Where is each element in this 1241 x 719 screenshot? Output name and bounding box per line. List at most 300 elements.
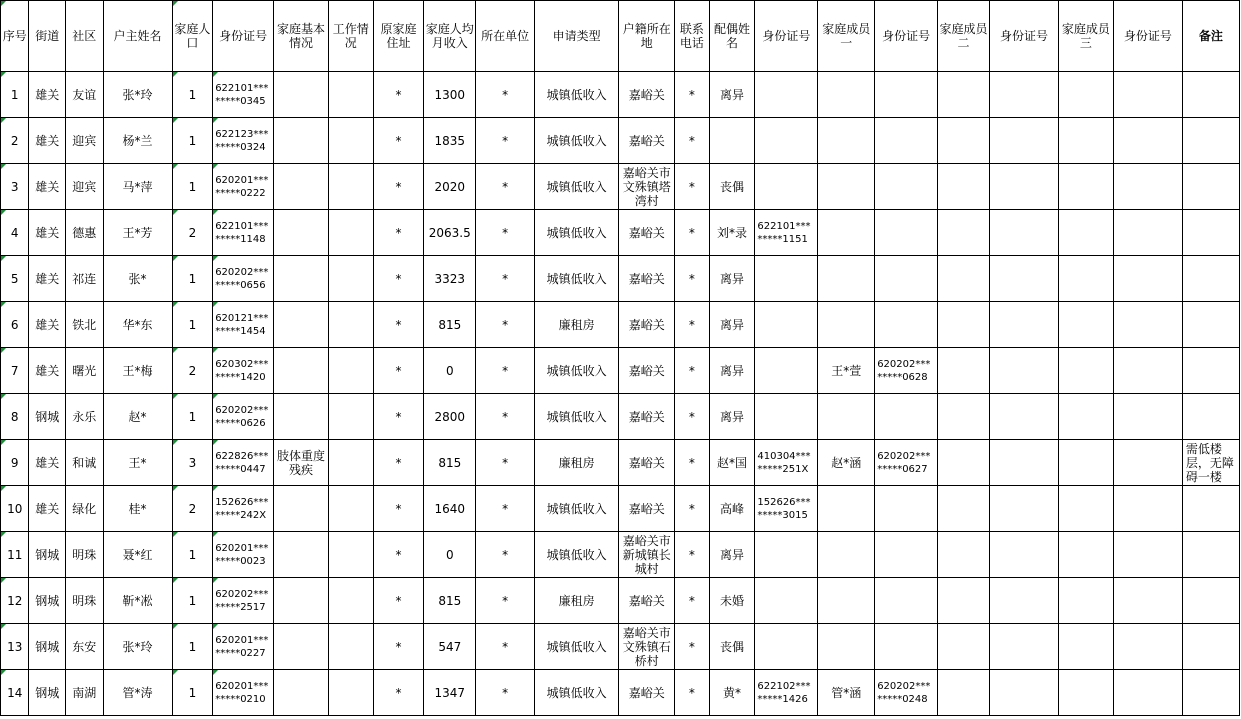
column-header[interactable]: 家庭成员一 <box>818 1 875 72</box>
table-cell[interactable] <box>818 256 875 302</box>
table-cell[interactable]: 张* <box>103 256 172 302</box>
table-cell[interactable] <box>875 394 938 440</box>
table-cell[interactable]: * <box>476 486 535 532</box>
table-cell[interactable] <box>274 532 329 578</box>
table-cell[interactable]: 雄关 <box>29 256 66 302</box>
table-cell[interactable]: 5 <box>1 256 29 302</box>
table-cell[interactable] <box>328 348 373 394</box>
table-cell[interactable]: 620302*** *****1420 <box>213 348 274 394</box>
table-cell[interactable]: * <box>476 210 535 256</box>
table-cell[interactable] <box>328 670 373 716</box>
table-cell[interactable] <box>938 440 990 486</box>
table-cell[interactable] <box>274 164 329 210</box>
table-cell[interactable] <box>1113 348 1182 394</box>
table-cell[interactable]: 雄关 <box>29 164 66 210</box>
table-cell[interactable]: 3323 <box>424 256 476 302</box>
column-header[interactable]: 身份证号 <box>1113 1 1182 72</box>
table-cell[interactable] <box>328 256 373 302</box>
table-cell[interactable]: 迎宾 <box>65 164 103 210</box>
table-cell[interactable]: 14 <box>1 670 29 716</box>
table-cell[interactable]: 2 <box>172 210 213 256</box>
table-cell[interactable]: 桂* <box>103 486 172 532</box>
column-header[interactable]: 户籍所在地 <box>619 1 675 72</box>
table-cell[interactable] <box>938 164 990 210</box>
table-cell[interactable] <box>1182 256 1239 302</box>
table-cell[interactable]: 雄关 <box>29 486 66 532</box>
table-cell[interactable] <box>875 302 938 348</box>
table-cell[interactable] <box>938 72 990 118</box>
table-cell[interactable] <box>755 256 818 302</box>
table-cell[interactable] <box>1058 348 1113 394</box>
table-cell[interactable]: 嘉峪关市文殊镇石桥村 <box>619 624 675 670</box>
table-cell[interactable] <box>875 532 938 578</box>
table-cell[interactable]: 1 <box>172 256 213 302</box>
table-cell[interactable]: 620201*** *****0222 <box>213 164 274 210</box>
table-cell[interactable] <box>755 302 818 348</box>
table-cell[interactable]: 城镇低收入 <box>535 486 619 532</box>
table-cell[interactable]: * <box>675 164 710 210</box>
table-cell[interactable]: * <box>675 440 710 486</box>
table-cell[interactable]: 永乐 <box>65 394 103 440</box>
table-cell[interactable] <box>755 118 818 164</box>
table-cell[interactable] <box>328 210 373 256</box>
table-cell[interactable] <box>1113 302 1182 348</box>
table-cell[interactable] <box>328 394 373 440</box>
table-cell[interactable]: 离异 <box>709 72 755 118</box>
column-header[interactable]: 街道 <box>29 1 66 72</box>
table-cell[interactable]: * <box>476 348 535 394</box>
table-cell[interactable] <box>989 164 1058 210</box>
table-cell[interactable]: * <box>373 486 424 532</box>
table-cell[interactable] <box>274 302 329 348</box>
table-cell[interactable]: 城镇低收入 <box>535 532 619 578</box>
table-cell[interactable] <box>709 118 755 164</box>
table-cell[interactable] <box>1182 670 1239 716</box>
table-cell[interactable] <box>875 72 938 118</box>
table-cell[interactable]: * <box>373 256 424 302</box>
table-cell[interactable] <box>1058 670 1113 716</box>
table-cell[interactable]: 东安 <box>65 624 103 670</box>
table-cell[interactable] <box>875 578 938 624</box>
table-cell[interactable] <box>755 624 818 670</box>
table-cell[interactable] <box>1113 394 1182 440</box>
table-cell[interactable]: 赵*涵 <box>818 440 875 486</box>
table-cell[interactable] <box>755 578 818 624</box>
column-header[interactable]: 备注 <box>1182 1 1239 72</box>
table-cell[interactable]: 钢城 <box>29 578 66 624</box>
table-cell[interactable]: 绿化 <box>65 486 103 532</box>
table-cell[interactable]: 廉租房 <box>535 302 619 348</box>
table-cell[interactable]: 雄关 <box>29 72 66 118</box>
table-cell[interactable] <box>875 486 938 532</box>
table-cell[interactable]: 2 <box>172 348 213 394</box>
table-cell[interactable] <box>328 532 373 578</box>
table-cell[interactable]: 7 <box>1 348 29 394</box>
table-cell[interactable] <box>938 578 990 624</box>
table-cell[interactable]: 622101*** *****0345 <box>213 72 274 118</box>
table-cell[interactable]: 620202*** *****0248 <box>875 670 938 716</box>
table-cell[interactable]: 10 <box>1 486 29 532</box>
column-header[interactable]: 申请类型 <box>535 1 619 72</box>
table-cell[interactable]: * <box>373 302 424 348</box>
table-cell[interactable]: 赵*国 <box>709 440 755 486</box>
table-cell[interactable] <box>1113 670 1182 716</box>
table-cell[interactable] <box>274 256 329 302</box>
table-cell[interactable] <box>1058 302 1113 348</box>
table-cell[interactable]: 王* <box>103 440 172 486</box>
table-cell[interactable]: * <box>675 670 710 716</box>
table-cell[interactable] <box>274 210 329 256</box>
table-cell[interactable]: 815 <box>424 302 476 348</box>
table-cell[interactable]: 靳*凇 <box>103 578 172 624</box>
table-cell[interactable]: * <box>373 624 424 670</box>
table-cell[interactable] <box>1182 394 1239 440</box>
column-header[interactable]: 身份证号 <box>989 1 1058 72</box>
table-cell[interactable] <box>818 486 875 532</box>
table-cell[interactable]: 1 <box>172 394 213 440</box>
table-cell[interactable]: 刘*录 <box>709 210 755 256</box>
table-cell[interactable]: 钢城 <box>29 394 66 440</box>
table-cell[interactable]: * <box>675 72 710 118</box>
table-cell[interactable] <box>1182 532 1239 578</box>
table-cell[interactable]: * <box>476 256 535 302</box>
table-cell[interactable]: 3 <box>172 440 213 486</box>
table-cell[interactable] <box>818 118 875 164</box>
table-cell[interactable] <box>989 210 1058 256</box>
table-cell[interactable]: 嘉峪关 <box>619 486 675 532</box>
table-cell[interactable]: * <box>675 302 710 348</box>
table-cell[interactable]: * <box>373 348 424 394</box>
table-cell[interactable]: * <box>476 164 535 210</box>
table-cell[interactable]: 雄关 <box>29 440 66 486</box>
table-cell[interactable]: 南湖 <box>65 670 103 716</box>
table-cell[interactable] <box>938 348 990 394</box>
table-cell[interactable]: 铁北 <box>65 302 103 348</box>
table-cell[interactable]: 张*玲 <box>103 624 172 670</box>
table-cell[interactable]: 622123*** *****0324 <box>213 118 274 164</box>
column-header[interactable]: 身份证号 <box>213 1 274 72</box>
table-cell[interactable] <box>989 72 1058 118</box>
table-cell[interactable]: 离异 <box>709 394 755 440</box>
table-cell[interactable]: 11 <box>1 532 29 578</box>
table-cell[interactable] <box>1113 164 1182 210</box>
table-cell[interactable]: 嘉峪关市新城镇长城村 <box>619 532 675 578</box>
table-cell[interactable] <box>1113 486 1182 532</box>
table-cell[interactable] <box>818 532 875 578</box>
table-cell[interactable]: 0 <box>424 348 476 394</box>
table-cell[interactable] <box>274 578 329 624</box>
table-cell[interactable]: 620202*** *****0627 <box>875 440 938 486</box>
table-cell[interactable]: * <box>373 118 424 164</box>
table-cell[interactable]: 城镇低收入 <box>535 210 619 256</box>
table-cell[interactable]: 1 <box>172 578 213 624</box>
table-cell[interactable]: * <box>373 670 424 716</box>
table-cell[interactable]: 6 <box>1 302 29 348</box>
table-cell[interactable] <box>818 302 875 348</box>
table-cell[interactable]: 祁连 <box>65 256 103 302</box>
column-header[interactable]: 原家庭住址 <box>373 1 424 72</box>
table-cell[interactable]: 嘉峪关 <box>619 394 675 440</box>
table-cell[interactable] <box>1182 578 1239 624</box>
column-header[interactable]: 家庭成员二 <box>938 1 990 72</box>
table-cell[interactable] <box>755 532 818 578</box>
table-cell[interactable]: 管*涛 <box>103 670 172 716</box>
table-cell[interactable] <box>989 394 1058 440</box>
table-cell[interactable]: 嘉峪关 <box>619 670 675 716</box>
table-cell[interactable] <box>1058 624 1113 670</box>
table-cell[interactable] <box>938 118 990 164</box>
table-cell[interactable]: 815 <box>424 578 476 624</box>
table-cell[interactable]: * <box>476 302 535 348</box>
table-cell[interactable] <box>274 670 329 716</box>
table-cell[interactable] <box>938 210 990 256</box>
table-cell[interactable]: * <box>675 118 710 164</box>
table-cell[interactable] <box>875 118 938 164</box>
table-cell[interactable]: 1 <box>172 164 213 210</box>
table-cell[interactable]: * <box>373 532 424 578</box>
table-cell[interactable] <box>1182 210 1239 256</box>
table-cell[interactable] <box>328 72 373 118</box>
table-cell[interactable]: * <box>476 72 535 118</box>
table-cell[interactable]: * <box>373 210 424 256</box>
table-cell[interactable] <box>755 164 818 210</box>
table-cell[interactable] <box>938 394 990 440</box>
table-cell[interactable] <box>1182 348 1239 394</box>
table-cell[interactable]: 1 <box>1 72 29 118</box>
table-cell[interactable]: 离异 <box>709 302 755 348</box>
table-cell[interactable]: 1300 <box>424 72 476 118</box>
table-cell[interactable]: 622101*** *****1148 <box>213 210 274 256</box>
table-cell[interactable] <box>938 624 990 670</box>
table-cell[interactable] <box>989 256 1058 302</box>
table-cell[interactable]: * <box>373 440 424 486</box>
table-cell[interactable] <box>328 440 373 486</box>
column-header[interactable]: 工作情况 <box>328 1 373 72</box>
table-cell[interactable] <box>1058 210 1113 256</box>
table-cell[interactable] <box>938 302 990 348</box>
table-cell[interactable]: 9 <box>1 440 29 486</box>
column-header[interactable]: 所在单位 <box>476 1 535 72</box>
table-cell[interactable] <box>1113 624 1182 670</box>
table-cell[interactable] <box>328 118 373 164</box>
table-cell[interactable] <box>1113 210 1182 256</box>
table-cell[interactable] <box>1182 164 1239 210</box>
column-header[interactable]: 家庭基本情况 <box>274 1 329 72</box>
table-cell[interactable] <box>989 118 1058 164</box>
table-cell[interactable]: 明珠 <box>65 532 103 578</box>
table-cell[interactable] <box>818 394 875 440</box>
table-cell[interactable] <box>989 578 1058 624</box>
table-cell[interactable]: * <box>675 256 710 302</box>
table-cell[interactable]: 王*梅 <box>103 348 172 394</box>
column-header[interactable]: 联系电话 <box>675 1 710 72</box>
table-cell[interactable]: 620201*** *****0210 <box>213 670 274 716</box>
table-cell[interactable]: 嘉峪关 <box>619 578 675 624</box>
table-cell[interactable]: 1347 <box>424 670 476 716</box>
table-cell[interactable]: 城镇低收入 <box>535 394 619 440</box>
table-cell[interactable]: * <box>675 486 710 532</box>
table-cell[interactable]: 620202*** *****0656 <box>213 256 274 302</box>
table-cell[interactable]: * <box>675 394 710 440</box>
table-cell[interactable] <box>274 118 329 164</box>
table-cell[interactable]: 城镇低收入 <box>535 72 619 118</box>
table-cell[interactable]: 622102*** *****1426 <box>755 670 818 716</box>
column-header[interactable]: 身份证号 <box>875 1 938 72</box>
table-cell[interactable]: * <box>675 532 710 578</box>
table-cell[interactable]: 1640 <box>424 486 476 532</box>
table-cell[interactable]: * <box>476 670 535 716</box>
table-cell[interactable]: 王*萱 <box>818 348 875 394</box>
table-cell[interactable] <box>755 72 818 118</box>
column-header[interactable]: 户主姓名 <box>103 1 172 72</box>
table-cell[interactable]: 410304*** *****251X <box>755 440 818 486</box>
table-cell[interactable]: 1 <box>172 624 213 670</box>
table-cell[interactable]: 聂*红 <box>103 532 172 578</box>
table-cell[interactable] <box>328 164 373 210</box>
table-cell[interactable]: 肢体重度残疾 <box>274 440 329 486</box>
table-cell[interactable] <box>274 72 329 118</box>
table-cell[interactable]: 丧偶 <box>709 164 755 210</box>
table-cell[interactable]: * <box>476 440 535 486</box>
table-cell[interactable]: 547 <box>424 624 476 670</box>
table-cell[interactable]: 1 <box>172 670 213 716</box>
table-cell[interactable]: 1 <box>172 72 213 118</box>
table-cell[interactable] <box>1058 394 1113 440</box>
table-cell[interactable]: 离异 <box>709 532 755 578</box>
table-cell[interactable]: * <box>476 118 535 164</box>
table-cell[interactable] <box>989 302 1058 348</box>
table-cell[interactable]: 离异 <box>709 256 755 302</box>
table-cell[interactable]: 2020 <box>424 164 476 210</box>
table-cell[interactable] <box>1182 624 1239 670</box>
table-cell[interactable]: 马*萍 <box>103 164 172 210</box>
table-cell[interactable]: 华*东 <box>103 302 172 348</box>
table-cell[interactable]: 622101*** *****1151 <box>755 210 818 256</box>
table-cell[interactable] <box>989 670 1058 716</box>
table-cell[interactable] <box>989 624 1058 670</box>
table-cell[interactable] <box>1058 72 1113 118</box>
table-cell[interactable] <box>875 164 938 210</box>
table-cell[interactable] <box>818 164 875 210</box>
table-cell[interactable]: 城镇低收入 <box>535 164 619 210</box>
table-cell[interactable] <box>328 578 373 624</box>
table-cell[interactable] <box>755 394 818 440</box>
table-cell[interactable]: 0 <box>424 532 476 578</box>
table-cell[interactable]: 和诚 <box>65 440 103 486</box>
table-cell[interactable]: 王*芳 <box>103 210 172 256</box>
table-cell[interactable] <box>938 670 990 716</box>
table-cell[interactable]: * <box>675 348 710 394</box>
table-cell[interactable]: 高峰 <box>709 486 755 532</box>
table-cell[interactable]: 2 <box>1 118 29 164</box>
table-cell[interactable] <box>274 486 329 532</box>
table-cell[interactable]: 廉租房 <box>535 440 619 486</box>
table-cell[interactable]: 620201*** *****0227 <box>213 624 274 670</box>
table-cell[interactable]: 152626*** *****242X <box>213 486 274 532</box>
table-cell[interactable] <box>274 624 329 670</box>
table-cell[interactable]: 离异 <box>709 348 755 394</box>
table-cell[interactable]: 雄关 <box>29 302 66 348</box>
table-cell[interactable]: 嘉峪关 <box>619 302 675 348</box>
table-cell[interactable]: 曙光 <box>65 348 103 394</box>
table-cell[interactable]: 明珠 <box>65 578 103 624</box>
table-cell[interactable] <box>818 72 875 118</box>
table-cell[interactable] <box>989 486 1058 532</box>
table-cell[interactable] <box>875 210 938 256</box>
table-cell[interactable]: 620202*** *****0626 <box>213 394 274 440</box>
table-cell[interactable] <box>1113 532 1182 578</box>
table-cell[interactable] <box>328 624 373 670</box>
table-cell[interactable] <box>1058 532 1113 578</box>
column-header[interactable]: 社区 <box>65 1 103 72</box>
table-cell[interactable] <box>274 394 329 440</box>
table-cell[interactable]: * <box>373 164 424 210</box>
column-header[interactable]: 序号 <box>1 1 29 72</box>
table-cell[interactable]: 13 <box>1 624 29 670</box>
table-cell[interactable] <box>1113 118 1182 164</box>
column-header[interactable]: 配偶姓名 <box>709 1 755 72</box>
table-cell[interactable]: 雄关 <box>29 210 66 256</box>
table-cell[interactable]: 嘉峪关 <box>619 256 675 302</box>
table-cell[interactable]: 张*玲 <box>103 72 172 118</box>
table-cell[interactable] <box>989 348 1058 394</box>
table-cell[interactable]: 城镇低收入 <box>535 624 619 670</box>
table-cell[interactable] <box>989 440 1058 486</box>
table-cell[interactable]: 城镇低收入 <box>535 348 619 394</box>
table-cell[interactable] <box>1058 578 1113 624</box>
table-cell[interactable] <box>938 532 990 578</box>
table-cell[interactable]: * <box>675 624 710 670</box>
table-cell[interactable]: * <box>476 624 535 670</box>
table-cell[interactable]: 1835 <box>424 118 476 164</box>
table-cell[interactable] <box>1058 256 1113 302</box>
table-cell[interactable]: * <box>675 578 710 624</box>
table-cell[interactable]: 嘉峪关 <box>619 210 675 256</box>
table-cell[interactable]: 迎宾 <box>65 118 103 164</box>
table-cell[interactable]: * <box>476 532 535 578</box>
table-cell[interactable] <box>328 486 373 532</box>
table-cell[interactable]: 嘉峪关 <box>619 118 675 164</box>
table-cell[interactable] <box>1182 302 1239 348</box>
table-cell[interactable]: 12 <box>1 578 29 624</box>
table-cell[interactable] <box>875 256 938 302</box>
table-cell[interactable]: 管*涵 <box>818 670 875 716</box>
table-cell[interactable]: 8 <box>1 394 29 440</box>
table-cell[interactable]: 钢城 <box>29 624 66 670</box>
table-cell[interactable] <box>1182 118 1239 164</box>
table-cell[interactable] <box>938 486 990 532</box>
table-cell[interactable] <box>818 624 875 670</box>
table-cell[interactable] <box>875 624 938 670</box>
table-cell[interactable] <box>328 302 373 348</box>
table-cell[interactable]: 丧偶 <box>709 624 755 670</box>
table-cell[interactable]: 黄* <box>709 670 755 716</box>
table-cell[interactable] <box>1058 118 1113 164</box>
table-cell[interactable]: 152626*** *****3015 <box>755 486 818 532</box>
table-cell[interactable]: 城镇低收入 <box>535 256 619 302</box>
table-cell[interactable] <box>1058 486 1113 532</box>
column-header[interactable]: 家庭人口 <box>172 1 213 72</box>
column-header[interactable]: 家庭人均月收入 <box>424 1 476 72</box>
table-cell[interactable]: 雄关 <box>29 118 66 164</box>
table-cell[interactable]: 622826*** *****0447 <box>213 440 274 486</box>
table-cell[interactable]: * <box>476 578 535 624</box>
table-cell[interactable]: * <box>476 394 535 440</box>
table-cell[interactable] <box>274 348 329 394</box>
table-cell[interactable]: 杨*兰 <box>103 118 172 164</box>
table-cell[interactable] <box>989 532 1058 578</box>
table-cell[interactable]: 620202*** *****2517 <box>213 578 274 624</box>
